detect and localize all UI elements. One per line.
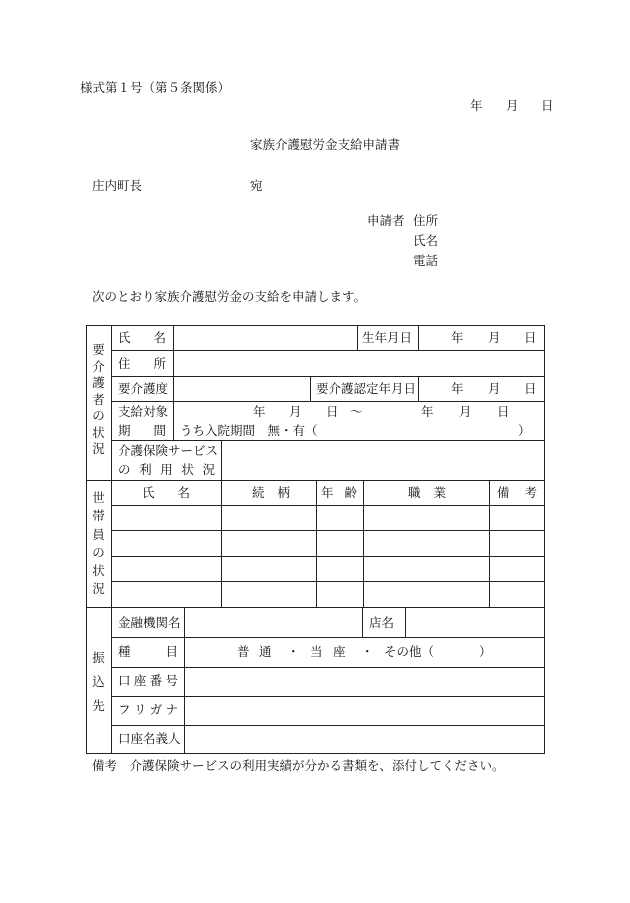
vertical-char: 先: [92, 697, 105, 713]
care-section-label: [86, 344, 111, 456]
col-line: [418, 325, 419, 351]
row-line: [111, 505, 545, 506]
account-type-separator: ・: [287, 644, 300, 659]
vertical-char: 込: [92, 673, 105, 689]
vertical-char: 要: [92, 342, 105, 357]
bank-name-field[interactable]: [185, 608, 361, 637]
household-header-relation: 続 柄: [252, 485, 290, 500]
col-line: [310, 376, 311, 402]
household-header-note: 備 考: [497, 485, 537, 500]
hospital-period-text[interactable]: うち入院期間 無・有（: [180, 423, 318, 438]
birth-day-label: 日: [524, 330, 537, 345]
period-end-month: 月: [459, 404, 472, 419]
cert-date-label: 要介護認定年月日: [316, 381, 417, 396]
col-line: [418, 376, 419, 402]
branch-name-field[interactable]: [406, 608, 544, 637]
household-header-age: 年 齢: [321, 485, 357, 500]
household-header-job: 職 業: [408, 485, 446, 500]
account-holder-label: 口座名義人: [118, 731, 181, 746]
addressee-honorific: 宛: [250, 178, 263, 193]
account-type-touza-2[interactable]: 座: [333, 644, 346, 659]
vertical-char: 介: [92, 358, 105, 374]
applicant-name-label: 氏名: [413, 233, 439, 248]
table-border-bottom: [86, 753, 545, 754]
account-holder-field[interactable]: [185, 726, 544, 753]
table-border-right: [544, 325, 545, 754]
date-day-label: 日: [541, 98, 554, 113]
furigana-label: フ リ ガ ナ: [118, 702, 178, 717]
vertical-char: 帯: [92, 508, 105, 524]
branch-name-label: 店名: [369, 615, 395, 630]
care-level-field[interactable]: [174, 377, 310, 401]
applicant-label: 申請者: [367, 213, 405, 228]
care-level-label: 要介護度: [118, 381, 169, 396]
household-section-label: [86, 492, 111, 596]
household-header-name: 氏 名: [142, 485, 190, 500]
period-start-day: 日: [326, 404, 339, 419]
vertical-char: 世: [92, 490, 105, 505]
furigana-field[interactable]: [185, 697, 544, 725]
care-name-label: 氏 名: [118, 330, 166, 345]
col-line: [363, 480, 364, 608]
section-label-divider: [111, 325, 112, 754]
col-line: [489, 480, 490, 608]
row-line: [111, 637, 545, 638]
vertical-char: の: [92, 408, 105, 424]
birth-year-label: 年: [451, 330, 464, 345]
applicant-phone-label: 電話: [413, 253, 439, 268]
account-type-separator: ・: [361, 644, 374, 659]
period-wave: ～: [350, 404, 363, 419]
col-line: [357, 325, 358, 351]
account-number-label: 口 座 番 号: [118, 673, 178, 688]
cert-year-label: 年: [451, 381, 464, 396]
intro-text: 次のとおり家族介護慰労金の支給を申請します。: [92, 289, 367, 304]
cert-day-label: 日: [524, 381, 537, 396]
date-month-label: 月: [506, 98, 519, 113]
row-line: [111, 556, 545, 557]
bank-name-label: 金融機関名: [118, 615, 181, 630]
period-end-day: 日: [497, 404, 510, 419]
service-label-line1: 介護保険サービス: [118, 443, 219, 458]
period-end-year: 年: [421, 404, 434, 419]
vertical-char: 者: [92, 391, 105, 407]
birth-month-label: 月: [488, 330, 501, 345]
col-line: [362, 607, 363, 638]
row-line: [111, 401, 545, 402]
care-address-field[interactable]: [174, 351, 544, 376]
hospital-period-close: ）: [518, 423, 531, 438]
row-line: [111, 581, 545, 582]
account-type-label: 種 目: [118, 644, 178, 659]
account-type-futsu-1[interactable]: 普: [237, 644, 250, 659]
care-name-field[interactable]: [174, 326, 356, 350]
col-line: [221, 480, 222, 608]
care-address-label: 住 所: [118, 356, 166, 371]
period-label-line2: 期 間: [118, 423, 166, 438]
vertical-char: 員: [92, 526, 105, 542]
account-type-other-close: ）: [479, 644, 492, 659]
transfer-section-label: [86, 652, 111, 712]
form-number: 様式第１号（第５条関係）: [80, 80, 231, 95]
account-type-other[interactable]: その他（: [384, 644, 435, 659]
service-label-line2: の 利 用 状 況: [118, 462, 215, 477]
vertical-char: の: [92, 544, 105, 560]
vertical-char: 況: [92, 581, 105, 597]
row-line: [111, 530, 545, 531]
vertical-char: 護: [92, 375, 105, 391]
account-type-futsu-2[interactable]: 通: [259, 644, 272, 659]
account-type-touza-1[interactable]: 当: [310, 644, 323, 659]
document-title: 家族介護慰労金支給申請書: [250, 137, 401, 152]
account-number-field[interactable]: [185, 668, 544, 696]
birth-date-label: 生年月日: [362, 330, 413, 345]
cert-month-label: 月: [488, 381, 501, 396]
vertical-char: 状: [92, 563, 105, 579]
period-start-year: 年: [253, 404, 266, 419]
vertical-char: 状: [92, 424, 105, 440]
period-label-line1: 支給対象: [118, 404, 169, 419]
col-line: [316, 480, 317, 608]
applicant-address-label: 住所: [413, 213, 439, 228]
footer-note: 備考 介護保険サービスの利用実績が分かる書類を、添付してください。: [92, 758, 505, 773]
vertical-char: 振: [92, 650, 105, 665]
vertical-char: 況: [92, 441, 105, 457]
date-year-label: 年: [470, 98, 483, 113]
period-start-month: 月: [289, 404, 302, 419]
service-usage-field[interactable]: [222, 441, 544, 480]
addressee: 庄内町長: [92, 178, 143, 193]
